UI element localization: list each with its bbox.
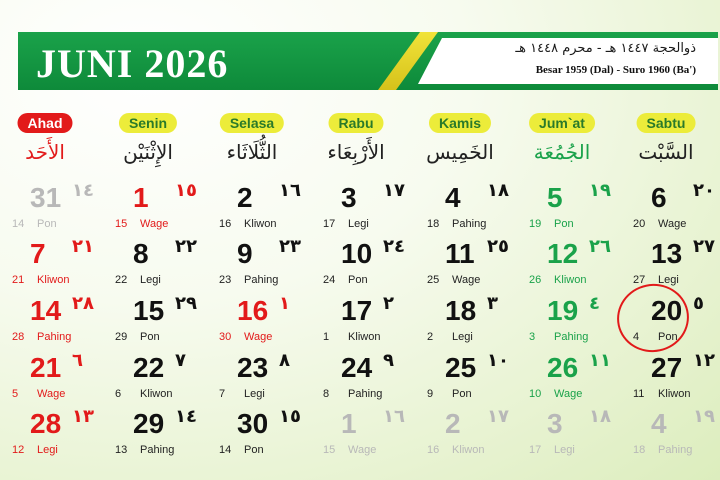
hijri-day-number: ٤ — [589, 293, 600, 314]
javanese-date — [323, 444, 376, 456]
pasaran-label: Pahing — [241, 274, 279, 286]
hijri-day-number: ٢١ — [72, 236, 94, 257]
pasaran-label: Pahing — [655, 444, 693, 456]
day-number: 19 — [547, 295, 579, 326]
day-cell[interactable] — [115, 408, 215, 464]
day-cell[interactable] — [12, 352, 112, 408]
javanese-day-number: 15 — [115, 218, 128, 230]
day-number: 7 — [30, 238, 46, 269]
weekday-label-senin: Senin — [119, 113, 177, 133]
javanese-date — [633, 388, 690, 400]
day-cell[interactable] — [323, 408, 423, 464]
day-number: 2 — [237, 182, 253, 213]
day-number: 28 — [30, 408, 62, 439]
javanese-day-number: 16 — [427, 444, 440, 456]
javanese-day-number: 1 — [323, 331, 330, 343]
javanese-date — [219, 218, 276, 230]
hijri-day-number: ١٢ — [693, 350, 715, 371]
pasaran-label: Pon — [655, 331, 678, 343]
day-cell[interactable] — [12, 238, 112, 294]
month-title: JUNI 2026 — [36, 41, 229, 86]
hijri-day-number: ٢٦ — [589, 236, 611, 257]
day-cell[interactable] — [529, 295, 629, 351]
weekday-arabic-label: الإِثْنَيْن — [123, 140, 173, 164]
javanese-date — [115, 274, 161, 286]
javanese-day-number: 5 — [12, 388, 19, 400]
javanese-date — [115, 218, 168, 230]
pasaran-label: Pon — [345, 274, 368, 286]
day-number: 12 — [547, 238, 579, 269]
javanese-day-number: 18 — [427, 218, 440, 230]
javanese-day-number: 22 — [115, 274, 128, 286]
javanese-date — [12, 331, 71, 343]
day-cell[interactable] — [323, 238, 423, 294]
pasaran-label: Pahing — [137, 444, 175, 456]
day-cell[interactable] — [633, 182, 720, 238]
javanese-date — [219, 274, 278, 286]
day-number: 21 — [30, 352, 62, 383]
javanese-day-number: 19 — [529, 218, 542, 230]
day-cell[interactable] — [115, 182, 215, 238]
hijri-day-number: ١٦ — [383, 406, 405, 427]
javanese-day-number: 12 — [12, 444, 25, 456]
day-number: 20 — [651, 295, 683, 326]
javanese-date — [633, 444, 692, 456]
hijri-day-number: ١٤ — [72, 180, 94, 201]
hijri-day-number: ٢٧ — [693, 236, 715, 257]
javanese-day-number: 30 — [219, 331, 232, 343]
day-number: 10 — [341, 238, 373, 269]
javanese-date — [427, 274, 480, 286]
pasaran-label: Legi — [241, 388, 265, 400]
javanese-date — [219, 331, 272, 343]
weekday-label-sabtu: Sabtu — [637, 113, 696, 133]
javanese-date — [12, 274, 69, 286]
hijri-day-number: ١٧ — [487, 406, 509, 427]
weekday-arabic-label: الجُمُعَة — [533, 140, 591, 164]
pasaran-label: Kliwon — [655, 388, 691, 400]
calendar-header — [18, 32, 718, 90]
javanese-day-number: 11 — [633, 388, 645, 400]
hijri-day-number: ٢٥ — [487, 236, 509, 257]
javanese-day-number: 25 — [427, 274, 440, 286]
pasaran-label: Wage — [137, 218, 169, 230]
day-cell[interactable] — [529, 408, 629, 464]
hijri-day-number: ٢٣ — [279, 236, 301, 257]
day-cell[interactable] — [529, 352, 629, 408]
day-cell[interactable] — [115, 295, 215, 351]
day-cell[interactable] — [219, 182, 319, 238]
javanese-date — [427, 331, 473, 343]
javanese-day-number: 24 — [323, 274, 336, 286]
day-cell[interactable] — [219, 352, 319, 408]
javanese-date — [529, 218, 574, 230]
javanese-day-number: 9 — [427, 388, 434, 400]
javanese-date — [12, 388, 65, 400]
weekday-arabic-row — [0, 140, 720, 174]
hijri-day-number: ١٩ — [693, 406, 715, 427]
day-number: 8 — [133, 238, 149, 269]
javanese-day-number: 21 — [12, 274, 25, 286]
day-number: 6 — [651, 182, 667, 213]
javanese-date — [323, 388, 382, 400]
pasaran-label: Kliwon — [137, 388, 173, 400]
hijri-day-number: ٦ — [72, 350, 83, 371]
hijri-day-number: ٧ — [175, 350, 186, 371]
javanese-date — [115, 331, 160, 343]
hijri-day-number: ٢٨ — [72, 293, 94, 314]
weekday-label-ahad: Ahad — [18, 113, 73, 133]
hijri-day-number: ٢٢ — [175, 236, 197, 257]
day-number: 17 — [341, 295, 373, 326]
day-cell[interactable] — [323, 352, 423, 408]
hijri-day-number: ٣ — [487, 293, 498, 314]
weekday-label-selasa: Selasa — [220, 113, 284, 133]
day-cell[interactable] — [323, 182, 423, 238]
hijri-day-number: ١٩ — [589, 180, 611, 201]
pasaran-label: Legi — [345, 218, 369, 230]
day-cell[interactable] — [427, 182, 527, 238]
pasaran-label: Legi — [34, 444, 58, 456]
day-cell[interactable] — [219, 238, 319, 294]
weekday-arabic-label: الخَمِيس — [426, 140, 494, 164]
hijri-day-number: ١٦ — [279, 180, 301, 201]
pasaran-label: Pahing — [449, 218, 487, 230]
day-cell[interactable] — [12, 295, 112, 351]
day-cell[interactable] — [427, 295, 527, 351]
day-number: 18 — [445, 295, 477, 326]
javanese-day-number: 16 — [219, 218, 232, 230]
hijri-day-number: ٢٠ — [693, 180, 715, 201]
javanese-date — [529, 331, 588, 343]
hijri-day-number: ١٨ — [487, 180, 509, 201]
javanese-day-number: 28 — [12, 331, 25, 343]
day-number: 30 — [237, 408, 269, 439]
javanese-date — [115, 388, 172, 400]
pasaran-label: Kliwon — [551, 274, 587, 286]
pasaran-label: Legi — [449, 331, 473, 343]
day-number: 1 — [341, 408, 357, 439]
javanese-day-number: 23 — [219, 274, 232, 286]
day-cell[interactable] — [323, 295, 423, 351]
pasaran-label: Pon — [34, 218, 57, 230]
javanese-date — [323, 274, 368, 286]
weekday-arabic-label: الأَرْبِعَاء — [327, 140, 385, 164]
pasaran-label: Pahing — [345, 388, 383, 400]
day-cell[interactable] — [427, 238, 527, 294]
pasaran-label: Legi — [551, 444, 575, 456]
javanese-date — [427, 218, 486, 230]
javanese-date — [529, 388, 582, 400]
day-number: 29 — [133, 408, 165, 439]
hijri-day-number: ١٤ — [175, 406, 197, 427]
javanese-day-number: 4 — [633, 331, 640, 343]
pasaran-label: Pon — [241, 444, 264, 456]
javanese-date — [323, 218, 369, 230]
javanese-day-number: 10 — [529, 388, 542, 400]
day-number: 4 — [445, 182, 461, 213]
javanese-date — [219, 444, 264, 456]
pasaran-label: Pon — [137, 331, 160, 343]
javanese-day-number: 17 — [323, 218, 336, 230]
day-number: 22 — [133, 352, 165, 383]
pasaran-label: Kliwon — [34, 274, 70, 286]
javanese-date — [219, 388, 265, 400]
day-cell[interactable] — [12, 408, 112, 464]
pasaran-label: Wage — [551, 388, 583, 400]
weekday-arabic-label: الأَحَد — [25, 140, 65, 164]
pasaran-label: Kliwon — [345, 331, 381, 343]
day-number: 24 — [341, 352, 373, 383]
javanese-day-number: 8 — [323, 388, 330, 400]
day-number: 4 — [651, 408, 667, 439]
hijri-month-label: ذوالحجة ١٤٤٧ هـ - محرم ١٤٤٨ هـ — [515, 41, 696, 56]
day-number: 2 — [445, 408, 461, 439]
day-cell[interactable] — [115, 352, 215, 408]
hijri-day-number: ١٥ — [175, 180, 197, 201]
weekday-arabic-label: السَّبْت — [638, 140, 694, 164]
day-number: 14 — [30, 295, 62, 326]
pasaran-label: Kliwon — [241, 218, 277, 230]
hijri-day-number: ٢٤ — [383, 236, 405, 257]
day-cell[interactable] — [219, 408, 319, 464]
javanese-date — [115, 444, 174, 456]
day-cell[interactable] — [427, 408, 527, 464]
day-cell[interactable] — [529, 182, 629, 238]
pasaran-label: Wage — [449, 274, 481, 286]
day-number: 5 — [547, 182, 563, 213]
pasaran-label: Wage — [345, 444, 377, 456]
javanese-day-number: 7 — [219, 388, 226, 400]
weekday-header-row — [0, 113, 720, 133]
javanese-date — [12, 218, 57, 230]
hijri-day-number: ١٥ — [279, 406, 301, 427]
pasaran-label: Pon — [551, 218, 574, 230]
pasaran-label: Pon — [449, 388, 472, 400]
javanese-date — [12, 444, 58, 456]
javanese-day-number: 13 — [115, 444, 128, 456]
day-number: 27 — [651, 352, 683, 383]
day-number: 31 — [30, 182, 62, 213]
day-number: 3 — [547, 408, 563, 439]
day-cell[interactable] — [633, 408, 720, 464]
pasaran-label: Wage — [241, 331, 273, 343]
javanese-day-number: 27 — [633, 274, 646, 286]
pasaran-label: Kliwon — [449, 444, 485, 456]
day-number: 23 — [237, 352, 269, 383]
javanese-date — [633, 218, 686, 230]
day-cell[interactable] — [427, 352, 527, 408]
weekday-label-kamis: Kamis — [429, 113, 491, 133]
javanese-day-number: 6 — [115, 388, 122, 400]
javanese-day-number: 2 — [427, 331, 434, 343]
javanese-date — [323, 331, 380, 343]
pasaran-label: Wage — [655, 218, 687, 230]
hijri-day-number: ٢٩ — [175, 293, 197, 314]
day-cell[interactable] — [12, 182, 112, 238]
day-cell[interactable] — [633, 352, 720, 408]
day-cell[interactable] — [115, 238, 215, 294]
day-number: 26 — [547, 352, 579, 383]
day-cell[interactable] — [219, 295, 319, 351]
day-number: 25 — [445, 352, 477, 383]
javanese-date — [529, 274, 586, 286]
javanese-day-number: 17 — [529, 444, 542, 456]
javanese-day-number: 18 — [633, 444, 646, 456]
day-number: 1 — [133, 182, 149, 213]
day-number: 11 — [445, 238, 475, 269]
hijri-day-number: ١١ — [589, 350, 611, 371]
day-number: 13 — [651, 238, 683, 269]
hijri-day-number: ٥ — [693, 293, 704, 314]
hijri-day-number: ١٧ — [383, 180, 405, 201]
day-number: 3 — [341, 182, 357, 213]
hijri-day-number: ٢ — [383, 293, 394, 314]
pasaran-label: Pahing — [34, 331, 72, 343]
javanese-date — [427, 388, 472, 400]
weekday-label-rabu: Rabu — [329, 113, 384, 133]
hijri-day-number: ٩ — [383, 350, 394, 371]
day-cell[interactable] — [529, 238, 629, 294]
day-number: 15 — [133, 295, 165, 326]
javanese-day-number: 29 — [115, 331, 128, 343]
day-number: 16 — [237, 295, 269, 326]
javanese-month-label: Besar 1959 (Dal) - Suro 1960 (Ba') — [535, 64, 696, 76]
weekday-label-jumat: Jum`at — [529, 113, 595, 133]
pasaran-label: Wage — [34, 388, 66, 400]
javanese-day-number: 15 — [323, 444, 336, 456]
javanese-day-number: 20 — [633, 218, 646, 230]
pasaran-label: Pahing — [551, 331, 589, 343]
hijri-day-number: ١٠ — [487, 350, 509, 371]
pasaran-label: Legi — [655, 274, 679, 286]
hijri-day-number: ١٣ — [72, 406, 94, 427]
weekday-arabic-label: الثُّلَاثَاء — [226, 140, 278, 164]
javanese-day-number: 14 — [12, 218, 25, 230]
javanese-day-number: 14 — [219, 444, 232, 456]
day-number: 9 — [237, 238, 253, 269]
pasaran-label: Legi — [137, 274, 161, 286]
hijri-day-number: ١ — [279, 293, 290, 314]
javanese-date — [529, 444, 575, 456]
hijri-day-number: ٨ — [279, 350, 290, 371]
javanese-day-number: 26 — [529, 274, 542, 286]
hijri-day-number: ١٨ — [589, 406, 611, 427]
javanese-date — [427, 444, 484, 456]
javanese-day-number: 3 — [529, 331, 536, 343]
